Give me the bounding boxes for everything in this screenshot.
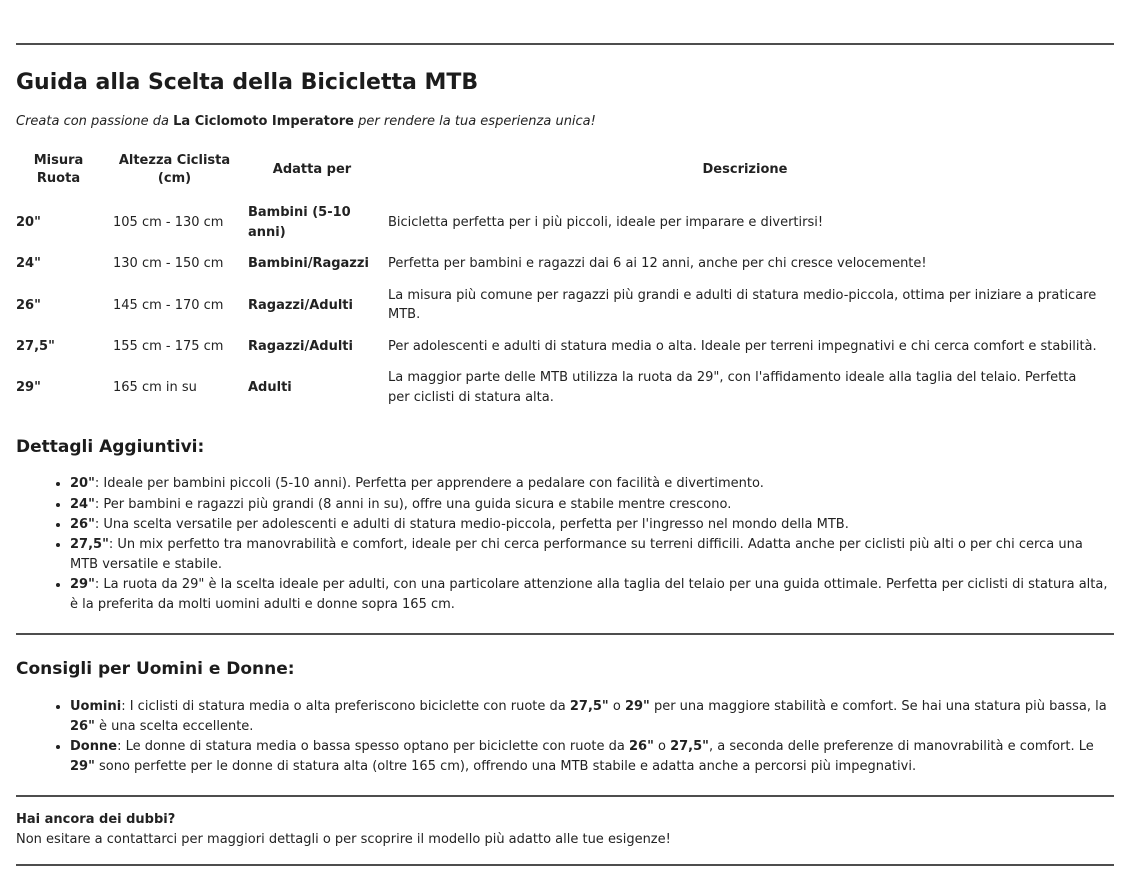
advice-size: 27,5" bbox=[569, 698, 609, 714]
header-misura-ruota: Misura Ruota bbox=[33, 152, 84, 187]
table-row bbox=[16, 280, 1114, 331]
cell-height: 165 cm in su bbox=[113, 380, 197, 396]
advice-heading: Consigli per Uomini e Donne: bbox=[16, 659, 295, 680]
cell-fit: Ragazzi/Adulti bbox=[248, 338, 353, 354]
advice-size: 26" bbox=[70, 718, 95, 734]
cell-height: 145 cm - 170 cm bbox=[113, 297, 224, 313]
section-divider bbox=[16, 795, 1114, 797]
subtitle bbox=[16, 112, 1114, 132]
advice-size: 29" bbox=[624, 698, 650, 714]
cell-size: 24" bbox=[16, 256, 41, 272]
detail-label: 24" bbox=[70, 496, 95, 512]
list-item-donne bbox=[70, 737, 1114, 777]
detail-text: : Per bambini e ragazzi più grandi (8 anni in su), offre una guida sicura e stabile mentre crescono. bbox=[94, 496, 732, 512]
subtitle-suffix: per rendere la tua esperienza unica! bbox=[354, 113, 596, 129]
cell-size: 20" bbox=[16, 215, 41, 231]
cell-fit: Ragazzi/Adulti bbox=[248, 297, 353, 313]
footer-text: Non esitare a contattarci per maggiori dettagli o per scoprire il modello più adatto alle tue esigenze! bbox=[16, 832, 671, 848]
list-item bbox=[70, 474, 1114, 494]
footer-question: Hai ancora dei dubbi? bbox=[16, 812, 176, 828]
advice-text: sono perfette per le donne di statura alta (oltre 165 cm), offrendo una MTB stabile e adatta anche a percorsi più impegnativi. bbox=[94, 758, 917, 774]
table-header bbox=[16, 148, 1114, 198]
advice-text: , a seconda delle preferenze di manovrabilità e comfort. Le bbox=[708, 738, 1094, 754]
advice-size: 29" bbox=[70, 758, 95, 774]
detail-label: 29" bbox=[70, 577, 95, 593]
advice-label: Uomini bbox=[70, 698, 122, 714]
advice-text: : I ciclisti di statura media o alta preferiscono biciclette con ruote da bbox=[121, 698, 570, 714]
cell-desc: La maggior parte delle MTB utilizza la ruota da 29", con l'affidamento ideale alla taglia del telaio. Perfetta per ciclisti di statura alta. bbox=[388, 370, 1077, 405]
advice-size: 27,5" bbox=[670, 738, 709, 754]
list-item bbox=[70, 515, 1114, 535]
detail-label: 26" bbox=[70, 516, 95, 532]
detail-text: : Un mix perfetto tra manovrabilità e comfort, ideale per chi cerca performance su terreni difficili. Adatta anche per ciclisti più alti o per chi cerca una MTB versatile e stabile. bbox=[70, 536, 1083, 572]
top-divider bbox=[16, 43, 1114, 45]
detail-text: : La ruota da 29" è la scelta ideale per adulti, con una particolare attenzione alla taglia del telaio per una guida ottimale. Perfetta per ciclisti di statura alta, è la preferita da molti uomini adulti e donne sopra 165 cm. bbox=[70, 577, 1108, 613]
cell-fit: Bambini (5-10 anni) bbox=[248, 205, 351, 240]
cell-desc: Perfetta per bambini e ragazzi dai 6 ai 12 anni, anche per chi cresce velocemente! bbox=[388, 256, 927, 272]
table-row bbox=[16, 362, 1114, 413]
header-adatta-per: Adatta per bbox=[272, 162, 352, 178]
cell-size: 26" bbox=[16, 297, 41, 313]
detail-label: 20" bbox=[70, 476, 95, 492]
advice-list bbox=[16, 697, 1114, 778]
advice-text: o bbox=[608, 698, 625, 714]
cell-height: 155 cm - 175 cm bbox=[113, 338, 224, 354]
details-heading: Dettagli Aggiuntivi: bbox=[16, 437, 205, 458]
cell-height: 105 cm - 130 cm bbox=[113, 215, 224, 231]
cell-fit: Bambini/Ragazzi bbox=[248, 256, 369, 272]
subtitle-prefix: Creata con passione da bbox=[16, 113, 174, 129]
list-item bbox=[70, 535, 1114, 575]
header-descrizione: Descrizione bbox=[702, 162, 788, 178]
section-divider bbox=[16, 633, 1114, 635]
table-row bbox=[16, 331, 1114, 363]
table-header-row bbox=[16, 148, 1114, 198]
brand-name: La Ciclomoto Imperatore bbox=[173, 113, 354, 129]
cell-desc: La misura più comune per ragazzi più grandi e adulti di statura medio-piccola, ottima per iniziare a praticare MTB. bbox=[388, 287, 1097, 323]
wheel-size-table bbox=[16, 148, 1114, 414]
detail-text: : Ideale per bambini piccoli (5-10 anni). Perfetta per apprendere a pedalare con facilità e divertimento. bbox=[94, 476, 764, 492]
header-altezza-ciclista: Altezza Ciclista (cm) bbox=[118, 152, 231, 187]
table-row bbox=[16, 248, 1114, 280]
cell-height: 130 cm - 150 cm bbox=[113, 256, 224, 272]
table-row bbox=[16, 197, 1114, 248]
page-title: Guida alla Scelta della Bicicletta MTB bbox=[16, 70, 479, 95]
detail-label: 27,5" bbox=[70, 536, 109, 552]
cell-fit: Adulti bbox=[248, 380, 292, 396]
list-item-uomini bbox=[70, 697, 1114, 737]
cell-size: 27,5" bbox=[16, 338, 55, 354]
cell-size: 29" bbox=[16, 380, 41, 396]
advice-text: per una maggiore stabilità e comfort. Se hai una statura più bassa, la bbox=[649, 698, 1107, 714]
list-item bbox=[70, 575, 1114, 615]
bottom-divider bbox=[16, 864, 1114, 866]
advice-text: o bbox=[653, 738, 671, 754]
advice-text: : Le donne di statura media o bassa spesso optano per biciclette con ruote da bbox=[117, 738, 629, 754]
cell-desc: Per adolescenti e adulti di statura media o alta. Ideale per terreni impegnativi e chi cerca comfort e stabilità. bbox=[388, 338, 1097, 354]
advice-label: Donne bbox=[70, 738, 118, 754]
details-list bbox=[16, 474, 1114, 615]
advice-text: è una scelta eccellente. bbox=[94, 718, 254, 734]
detail-text: : Una scelta versatile per adolescenti e adulti di statura medio-piccola, perfetta per l'ingresso nel mondo della MTB. bbox=[94, 516, 849, 532]
list-item bbox=[70, 495, 1114, 515]
table-body bbox=[16, 197, 1114, 413]
advice-size: 26" bbox=[629, 738, 654, 754]
cell-desc: Bicicletta perfetta per i più piccoli, ideale per imparare e divertirsi! bbox=[388, 215, 824, 231]
